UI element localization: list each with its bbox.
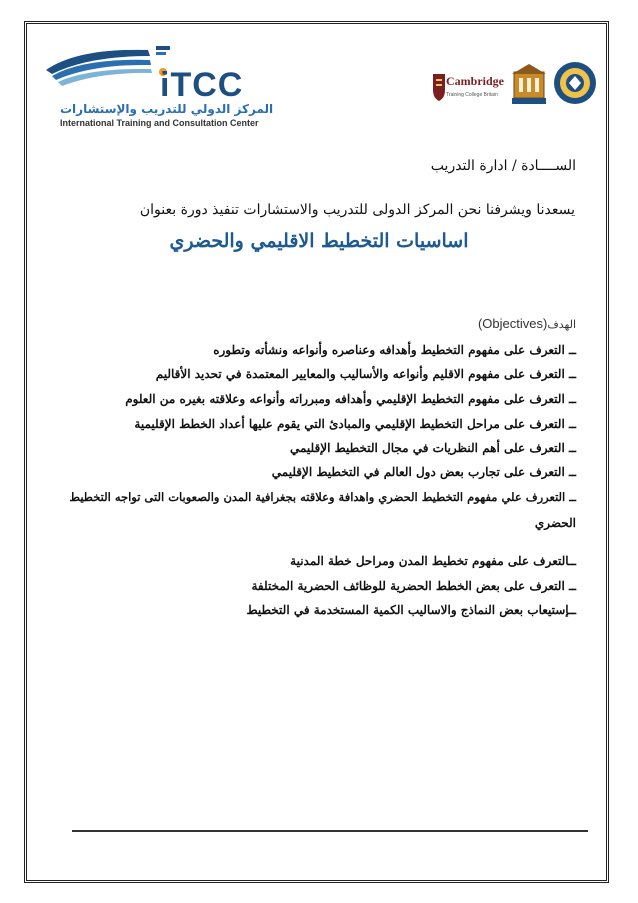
objective-item: ــ التعرف على تجارب بعض دول العالم في التخطيط الإقليمي [271,465,576,479]
objectives-label-ar: الهدف [547,318,576,331]
itcc-logo [38,40,274,128]
footer-divider [72,830,588,832]
objective-item: ــ التعررف علي مفهوم التخطيط الحضري واهدافة وعلاقته بجغرافية المدن والصعوبات التى تواجه التخطيط [69,490,576,504]
round-seal-logo [552,58,598,108]
objective-item: ــ التعرف على أهم النظريات في مجال التخطيط الإقليمي [289,441,576,455]
objective-item: ــإستيعاب بعض النماذج والاساليب الكمية المستخدمة في التخطيط [246,603,576,617]
objectives-label-en: (Objectives) [477,316,548,331]
shield-icon [432,72,446,102]
university-building-icon [510,62,548,106]
objective-item-continuation: الحضري [534,516,576,530]
university-seal-logo [510,62,548,106]
intro-sentence: يسعدنا ويشرفنا نحن المركز الدولى للتدريب والاستشارات تنفيذ دورة بعنوان [139,202,575,218]
objective-item: ــالتعرف على مفهوم تخطيط المدن ومراحل خطة المدنية [290,554,576,568]
course-title: اساسيات التخطيط الاقليمي والحضري [169,230,469,252]
objective-item: ــ التعرف على مفهوم التخطيط وأهدافه وعناصره وأنواعه ونشأته وتطوره [213,343,576,357]
itcc-english-name: International Training and Consultation Center [60,118,259,128]
cambridge-name: Cambridge [446,74,504,88]
cambridge-logo [432,70,504,108]
objective-item: ــ التعرف على مفهوم التخطيط الإقليمي وأهدافه ومبرراته وأنواعه وعلاقته بغيره من العلوم [125,392,576,406]
objectives-heading [478,316,576,331]
salutation: الســــادة / ادارة التدريب [430,158,576,174]
round-seal-icon [552,58,598,108]
objective-item: ــ التعرف على بعض الخطط الحضرية للوظائف الحضرية المختلفة [251,579,576,593]
itcc-arabic-name: المركز الدولي للتدريب والإستشارات [60,102,274,116]
cambridge-tagline: Training College Britain [446,92,498,98]
itcc-wordmark: iTCC [160,66,244,104]
objective-item: ــ التعرف على مفهوم الاقليم وأنواعه والأساليب والمعايير المعتمدة في تحديد الأقاليم [155,367,576,381]
objective-item: ــ التعرف على مراحل التخطيط الإقليمي والمبادئ التي يقوم عليها أعداد الخطط الإقليمية [134,417,576,431]
